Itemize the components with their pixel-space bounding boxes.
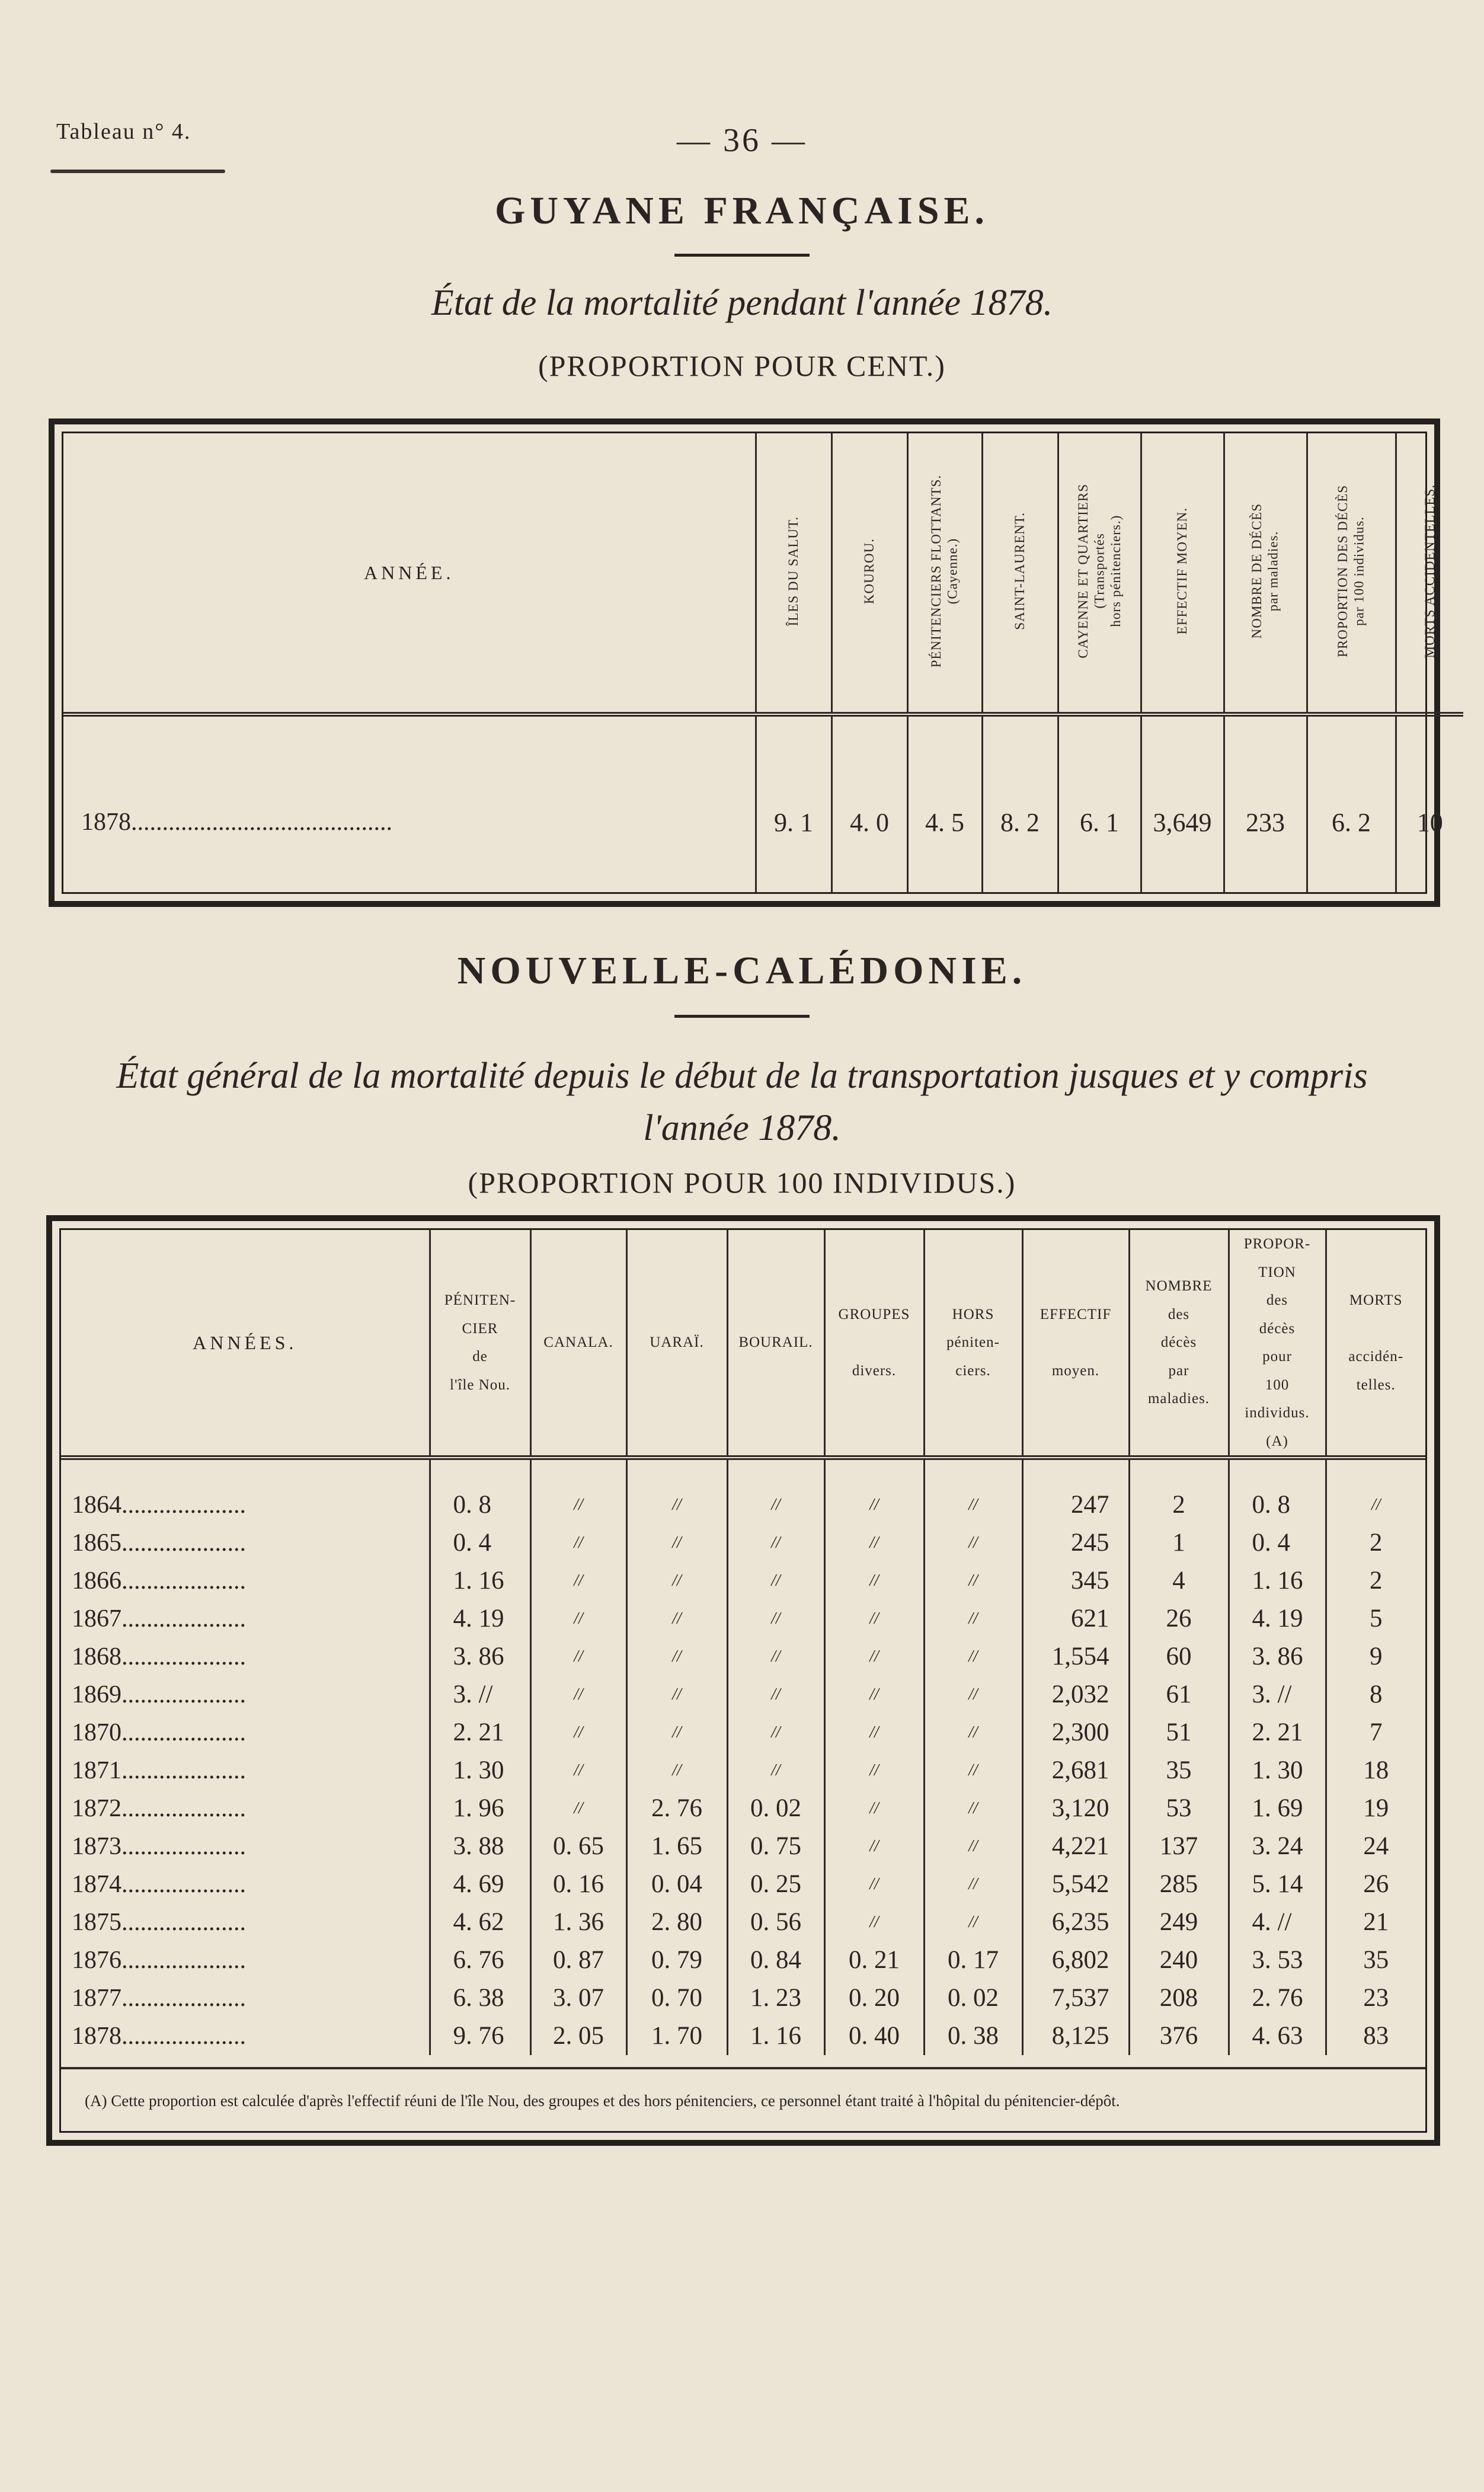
tableau-underline [50,170,225,173]
groupes-cell: 0. 40 [824,2017,924,2055]
penitencier-cell: 2. 21 [430,1714,530,1752]
penitencier-cell: 1. 16 [430,1562,530,1600]
uarai-cell: // [626,1600,727,1638]
col-header-annee: ANNÉE. [63,433,756,714]
effectif-cell: 2,300 [1022,1714,1129,1752]
page-number: — 36 — [677,122,807,159]
deces-cell: 61 [1129,1676,1229,1714]
accidents-cell: 2 [1326,1562,1425,1600]
caledonie-proportion-note: (PROPORTION POUR 100 INDIVIDUS.) [468,1166,1016,1199]
canala-cell: 0. 16 [530,1865,626,1903]
deces-cell: 2 [1129,1458,1229,1524]
year-cell: 1871.................... [72,1757,246,1784]
bourail-cell: // [727,1638,824,1676]
accidents-cell: 7 [1326,1714,1425,1752]
deces-cell: 376 [1129,2017,1229,2055]
guyane-proportion-note: (PROPORTION POUR CENT.) [538,349,946,382]
col-header-morts-accidentelles: MORTS accidén- telles. [1326,1230,1425,1458]
accidents-cell: 5 [1326,1600,1425,1638]
proportion-cell: 3. // [1229,1676,1326,1714]
table-row [61,1865,1425,1903]
year-cell: 1864.................... [72,1491,246,1519]
caledonie-title-rule [674,1015,810,1018]
table-row [61,1458,1425,1524]
deces-cell: 249 [1129,1903,1229,1941]
effectif-cell: 621 [1022,1600,1129,1638]
table-row [61,1790,1425,1828]
year-cell: 1876.................... [72,1947,246,1974]
table-row [61,1903,1425,1941]
accidents-cell: 35 [1326,1941,1425,1979]
caledonie-title: NOUVELLE-CALÉDONIE. [457,949,1027,992]
col-header-bourail: BOURAIL. [727,1230,824,1458]
penitencier-cell: 0. 8 [430,1458,530,1524]
year-cell: 1868.................... [72,1643,246,1670]
caledonie-subtitle-line2: l'année 1878. [643,1108,841,1148]
table-row [61,1941,1425,1979]
accidents-cell: 23 [1326,1979,1425,2017]
groupes-cell: // [824,1600,924,1638]
penitencier-cell: 4. 62 [430,1903,530,1941]
hors-cell: // [924,1752,1022,1790]
table-footnote-row [61,2068,1425,2131]
groupes-cell: 0. 21 [824,1941,924,1979]
uarai-cell: // [626,1676,727,1714]
year-cell: 1873.................... [72,1833,246,1860]
col-header-penitenciers-flottants: PÉNITENCIERS FLOTTANTS. (Cayenne.) [907,433,982,714]
col-header-kourou: KOUROU. [831,433,907,714]
deces-cell: 240 [1129,1941,1229,1979]
col-header-nombre-de-deces: NOMBRE DE DÉCÈS par maladies. [1224,433,1307,714]
effectif-cell: 245 [1022,1524,1129,1562]
canala-cell: // [530,1458,626,1524]
table-row [61,1828,1425,1865]
col-header-groupes-divers: GROUPES divers. [824,1230,924,1458]
caledonie-mortality-table [61,1230,1425,2131]
effectif-cell: 4,221 [1022,1828,1129,1865]
col-header-saint-laurent: SAINT-LAURENT. [982,433,1058,714]
groupes-cell: // [824,1562,924,1600]
col-header-canala: CANALA. [530,1230,626,1458]
proportion-cell: 3. 24 [1229,1828,1326,1865]
canala-cell: 2. 05 [530,2017,626,2055]
effectif-cell: 1,554 [1022,1638,1129,1676]
table-row [61,1979,1425,2017]
canala-cell: // [530,1676,626,1714]
col-header-penitencier-ile-nou: PÉNITEN- CIER de l'île Nou. [430,1230,530,1458]
bourail-cell: 0. 56 [727,1903,824,1941]
table-row [61,1638,1425,1676]
proportion-cell: 3. 53 [1229,1941,1326,1979]
value-cell: 8. 2 [982,714,1058,892]
hors-cell: 0. 02 [924,1979,1022,2017]
accidents-cell: // [1326,1458,1425,1524]
uarai-cell: // [626,1458,727,1524]
value-cell: 6. 1 [1058,714,1141,892]
bourail-cell: // [727,1676,824,1714]
hors-cell: // [924,1903,1022,1941]
col-header-iles-du-salut: ÎLES DU SALUT. [756,433,831,714]
table-spacer-cell [61,2055,1425,2068]
year-cell: 1878.......................................... [81,809,392,836]
effectif-cell: 345 [1022,1562,1129,1600]
proportion-cell: 3. 86 [1229,1638,1326,1676]
col-header-effectif-moyen: EFFECTIF MOYEN. [1141,433,1224,714]
hors-cell: // [924,1458,1022,1524]
bourail-cell: // [727,1600,824,1638]
value-cell: 10 [1396,714,1463,892]
accidents-cell: 21 [1326,1903,1425,1941]
penitencier-cell: 3. 88 [430,1828,530,1865]
proportion-cell: 4. 63 [1229,2017,1326,2055]
year-cell: 1878.................... [72,2023,246,2050]
table-row [61,1524,1425,1562]
value-cell: 6. 2 [1307,714,1396,892]
accidents-cell: 24 [1326,1828,1425,1865]
bourail-cell: 0. 75 [727,1828,824,1865]
footnote: (A) Cette proportion est calculée d'après l'effectif réuni de l'île Nou, des groupes et des hors pénitenciers, ce personnel étant traité à l'hôpital du pénitencier-dépôt. [61,2068,1425,2131]
penitencier-cell: 6. 76 [430,1941,530,1979]
guyane-subtitle: État de la mortalité pendant l'année 1878. [431,283,1053,323]
proportion-cell: 5. 14 [1229,1865,1326,1903]
effectif-cell: 3,120 [1022,1790,1129,1828]
uarai-cell: 1. 70 [626,2017,727,2055]
canala-cell: // [530,1562,626,1600]
col-header-annees: ANNÉES. [61,1230,430,1458]
canala-cell: // [530,1524,626,1562]
guyane-table-frame [49,418,1443,907]
penitencier-cell: 4. 69 [430,1865,530,1903]
hors-cell: // [924,1600,1022,1638]
groupes-cell: // [824,1828,924,1865]
proportion-cell: 0. 8 [1229,1458,1326,1524]
penitencier-cell: 1. 30 [430,1752,530,1790]
table-row [61,1752,1425,1790]
proportion-cell: 0. 4 [1229,1524,1326,1562]
year-cell: 1866.................... [72,1567,246,1595]
table-row [61,1562,1425,1600]
col-header-proportion-des-deces: PROPORTION DES DÉCÈS par 100 individus. [1307,433,1396,714]
hors-cell: // [924,1714,1022,1752]
caledonie-table-frame [46,1215,1440,2146]
groupes-cell: // [824,1790,924,1828]
groupes-cell: // [824,1458,924,1524]
uarai-cell: // [626,1638,727,1676]
accidents-cell: 8 [1326,1676,1425,1714]
deces-cell: 51 [1129,1714,1229,1752]
table-row [63,714,1463,892]
proportion-cell: 4. // [1229,1903,1326,1941]
groupes-cell: 0. 20 [824,1979,924,2017]
bourail-cell: 0. 84 [727,1941,824,1979]
canala-cell: // [530,1790,626,1828]
col-header-effectif-moyen: EFFECTIF moyen. [1022,1230,1129,1458]
year-cell: 1874.................... [72,1871,246,1898]
hors-cell: // [924,1865,1022,1903]
col-header-uarai: UARAÏ. [626,1230,727,1458]
uarai-cell: 2. 76 [626,1790,727,1828]
penitencier-cell: 6. 38 [430,1979,530,2017]
accidents-cell: 83 [1326,2017,1425,2055]
deces-cell: 1 [1129,1524,1229,1562]
year-cell: 1870.................... [72,1719,246,1746]
bourail-cell: // [727,1752,824,1790]
hors-cell: // [924,1676,1022,1714]
table-row [61,1600,1425,1638]
uarai-cell: 1. 65 [626,1828,727,1865]
year-cell: 1865.................... [72,1529,246,1557]
guyane-title-rule [674,254,810,257]
penitencier-cell: 3. 86 [430,1638,530,1676]
accidents-cell: 26 [1326,1865,1425,1903]
canala-cell: 1. 36 [530,1903,626,1941]
bourail-cell: // [727,1524,824,1562]
hors-cell: // [924,1562,1022,1600]
accidents-cell: 2 [1326,1524,1425,1562]
deces-cell: 137 [1129,1828,1229,1865]
uarai-cell: 0. 70 [626,1979,727,2017]
table-row [61,2017,1425,2055]
guyane-mortality-table [63,433,1463,892]
hors-cell: // [924,1524,1022,1562]
effectif-cell: 247 [1022,1458,1129,1524]
bourail-cell: // [727,1562,824,1600]
value-cell: 233 [1224,714,1307,892]
deces-cell: 285 [1129,1865,1229,1903]
hors-cell: // [924,1790,1022,1828]
canala-cell: // [530,1638,626,1676]
year-cell: 1875.................... [72,1909,246,1936]
groupes-cell: // [824,1676,924,1714]
groupes-cell: // [824,1638,924,1676]
col-header-hors-penitenciers: HORS péniten- ciers. [924,1230,1022,1458]
deces-cell: 208 [1129,1979,1229,2017]
col-header-proportion-des-deces: PROPOR- TION des décès pour 100 individus. (A) [1229,1230,1326,1458]
bourail-cell: 0. 25 [727,1865,824,1903]
hors-cell: 0. 38 [924,2017,1022,2055]
tableau-number: Tableau n° 4. [56,119,191,144]
uarai-cell: // [626,1714,727,1752]
uarai-cell: // [626,1562,727,1600]
value-cell: 4. 0 [831,714,907,892]
uarai-cell: 2. 80 [626,1903,727,1941]
accidents-cell: 9 [1326,1638,1425,1676]
caledonie-subtitle-line1: État général de la mortalité depuis le début de la transportation jusques et y compris [116,1056,1368,1096]
deces-cell: 53 [1129,1790,1229,1828]
accidents-cell: 18 [1326,1752,1425,1790]
value-cell: 4. 5 [907,714,982,892]
canala-cell: 3. 07 [530,1979,626,2017]
penitencier-cell: 1. 96 [430,1790,530,1828]
effectif-cell: 2,681 [1022,1752,1129,1790]
penitencier-cell: 0. 4 [430,1524,530,1562]
canala-cell: // [530,1600,626,1638]
effectif-cell: 5,542 [1022,1865,1129,1903]
guyane-title: GUYANE FRANÇAISE. [495,189,989,232]
effectif-cell: 6,235 [1022,1903,1129,1941]
groupes-cell: // [824,1524,924,1562]
hors-cell: // [924,1638,1022,1676]
groupes-cell: // [824,1752,924,1790]
penitencier-cell: 9. 76 [430,2017,530,2055]
deces-cell: 35 [1129,1752,1229,1790]
bourail-cell: 0. 02 [727,1790,824,1828]
proportion-cell: 2. 76 [1229,1979,1326,2017]
penitencier-cell: 3. // [430,1676,530,1714]
value-cell: 3,649 [1141,714,1224,892]
canala-cell: 0. 65 [530,1828,626,1865]
proportion-cell: 2. 21 [1229,1714,1326,1752]
table-row [61,1714,1425,1752]
col-header-cayenne-et-quartiers: CAYENNE ET QUARTIERS (Transportés hors pénitenciers.) [1058,433,1141,714]
col-header-nombre-des-deces: NOMBRE des décès par maladies. [1129,1230,1229,1458]
col-header-morts-accidentelles: MORTS ACCIDENTELLES. [1396,433,1463,714]
proportion-cell: 1. 69 [1229,1790,1326,1828]
bourail-cell: 1. 23 [727,1979,824,2017]
groupes-cell: // [824,1903,924,1941]
deces-cell: 4 [1129,1562,1229,1600]
canala-cell: // [530,1714,626,1752]
value-cell: 9. 1 [756,714,831,892]
proportion-cell: 4. 19 [1229,1600,1326,1638]
year-cell: 1869.................... [72,1681,246,1708]
uarai-cell: // [626,1524,727,1562]
deces-cell: 60 [1129,1638,1229,1676]
groupes-cell: // [824,1865,924,1903]
year-cell: 1872.................... [72,1795,246,1822]
year-cell: 1877.................... [72,1985,246,2012]
year-cell: 1867.................... [72,1605,246,1632]
uarai-cell: // [626,1752,727,1790]
table-spacer [61,2055,1425,2068]
table-row [61,1676,1425,1714]
effectif-cell: 7,537 [1022,1979,1129,2017]
penitencier-cell: 4. 19 [430,1600,530,1638]
effectif-cell: 2,032 [1022,1676,1129,1714]
bourail-cell: // [727,1458,824,1524]
effectif-cell: 8,125 [1022,2017,1129,2055]
hors-cell: 0. 17 [924,1941,1022,1979]
canala-cell: // [530,1752,626,1790]
uarai-cell: 0. 04 [626,1865,727,1903]
bourail-cell: 1. 16 [727,2017,824,2055]
accidents-cell: 19 [1326,1790,1425,1828]
effectif-cell: 6,802 [1022,1941,1129,1979]
hors-cell: // [924,1828,1022,1865]
proportion-cell: 1. 16 [1229,1562,1326,1600]
bourail-cell: // [727,1714,824,1752]
uarai-cell: 0. 79 [626,1941,727,1979]
canala-cell: 0. 87 [530,1941,626,1979]
proportion-cell: 1. 30 [1229,1752,1326,1790]
deces-cell: 26 [1129,1600,1229,1638]
groupes-cell: // [824,1714,924,1752]
